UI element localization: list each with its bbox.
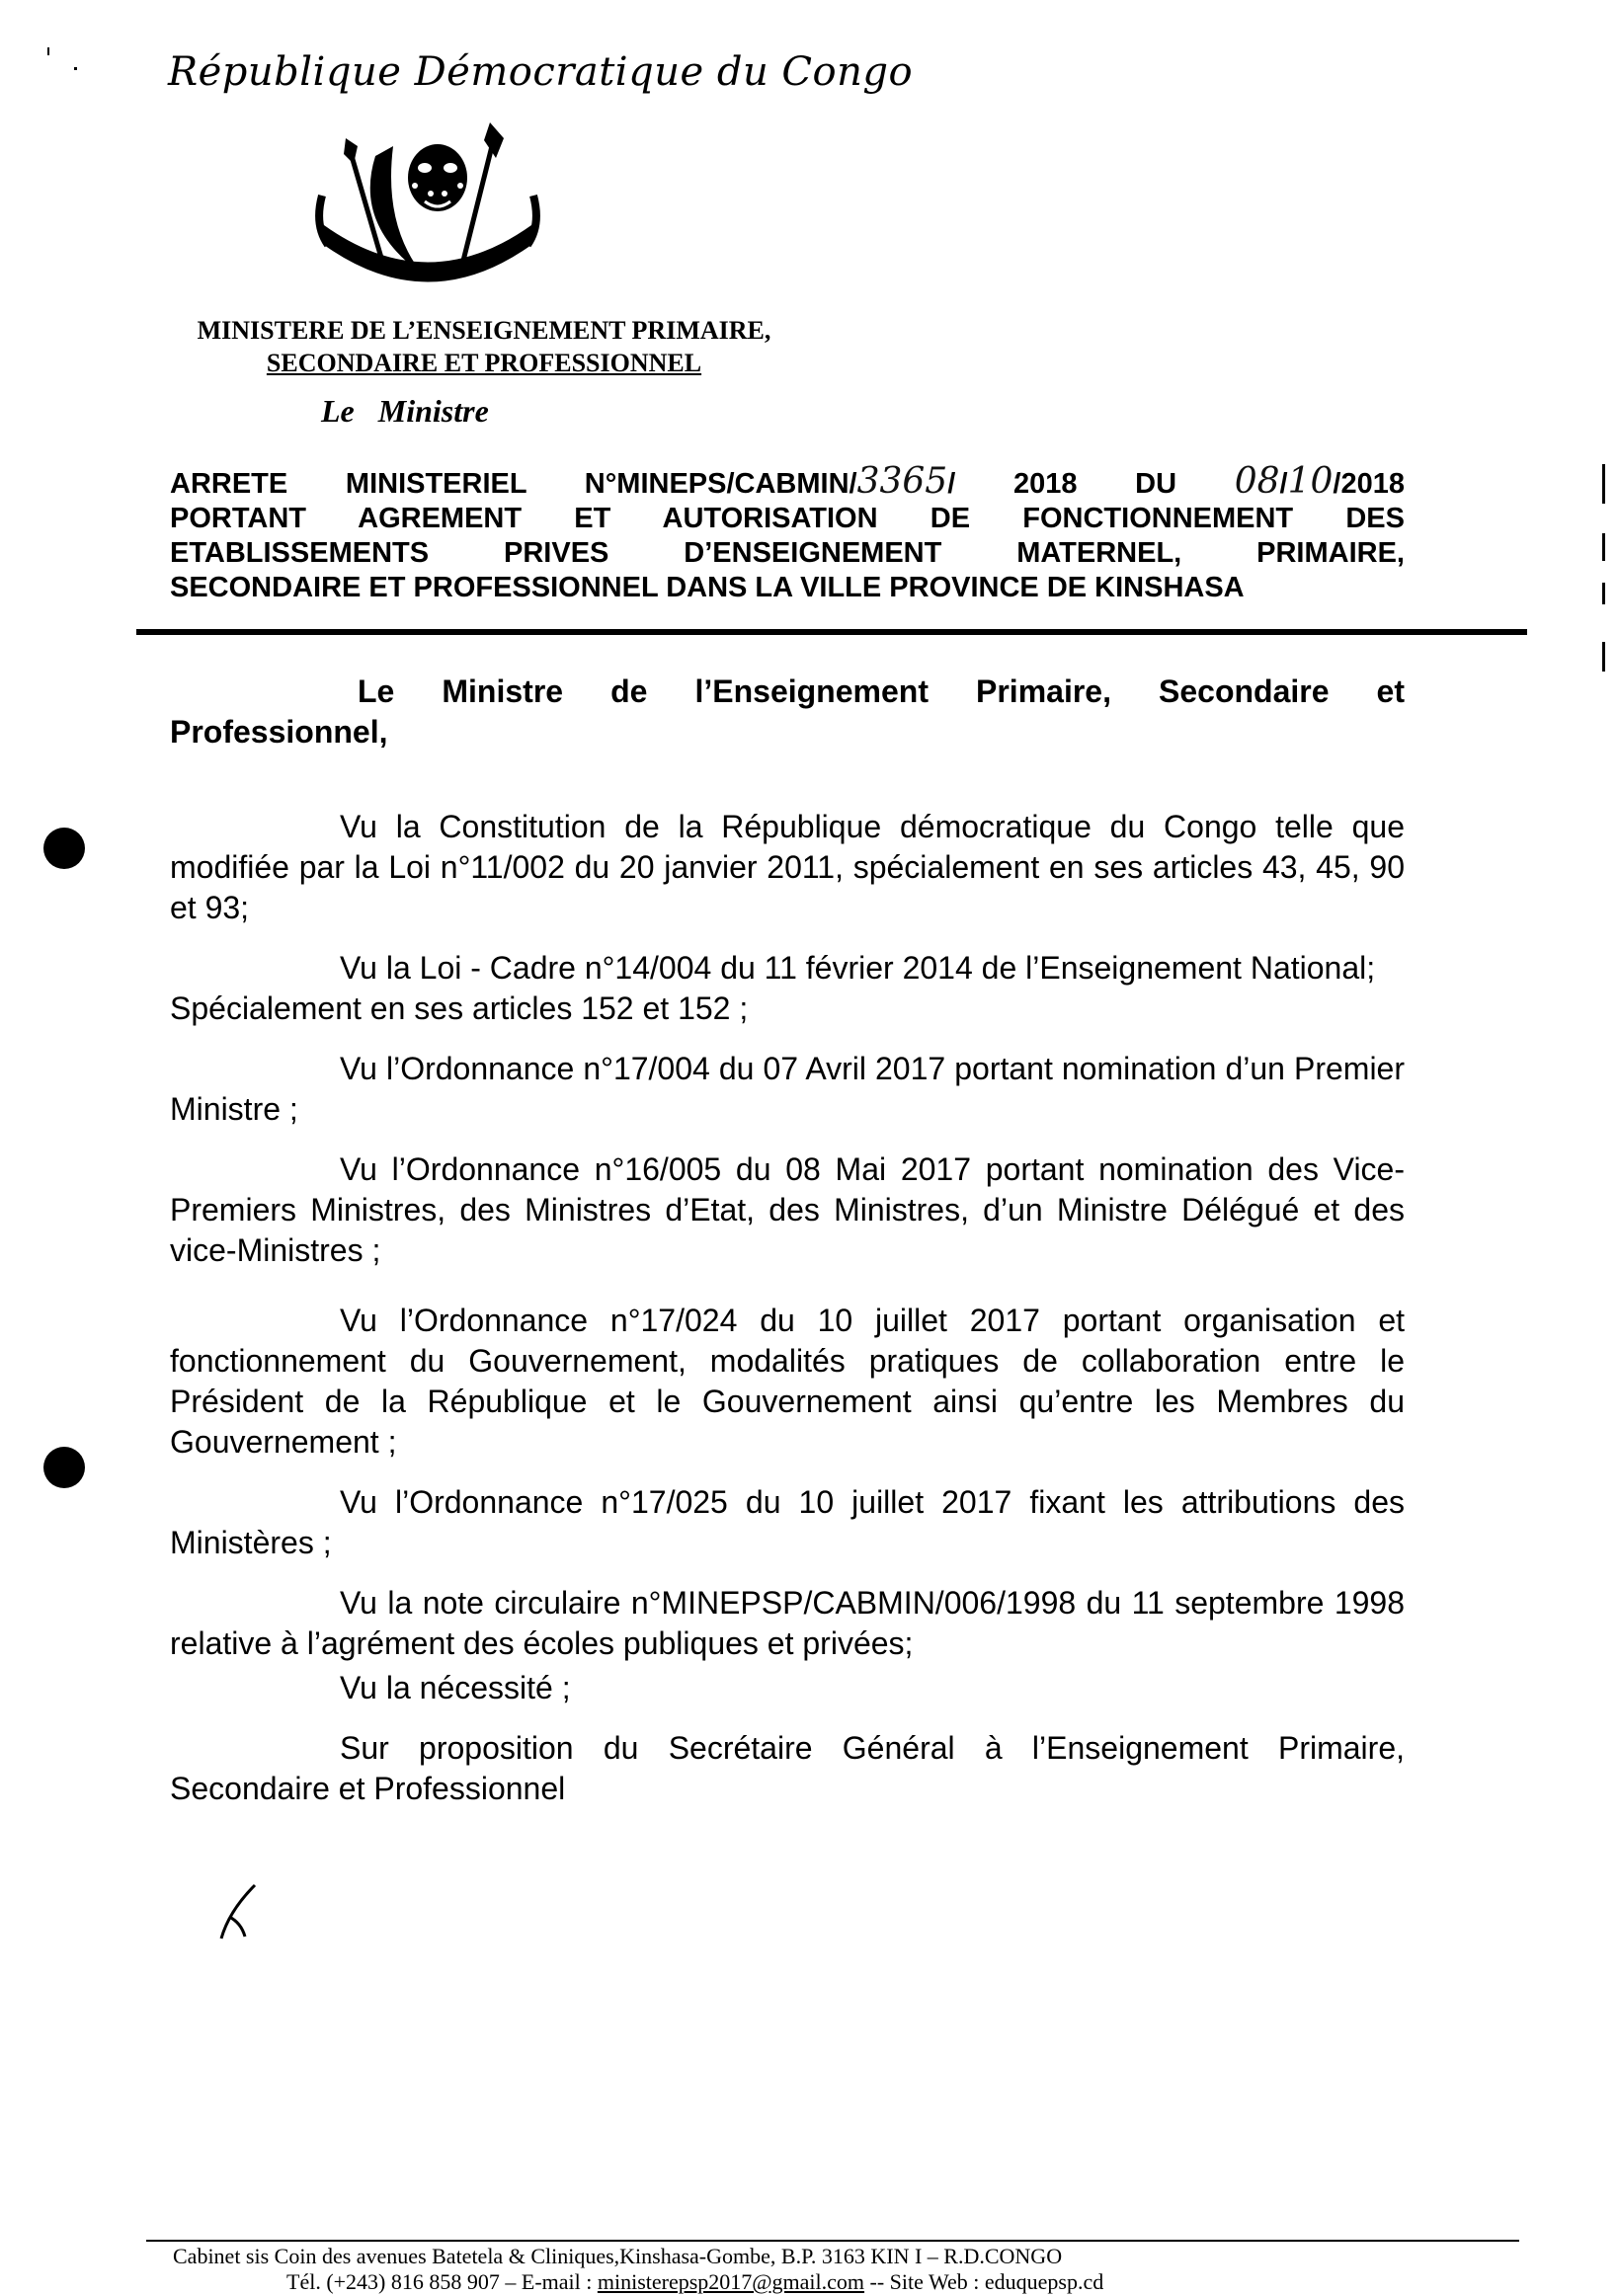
decree-number-handwritten: 3365 bbox=[856, 461, 948, 502]
considerant-ordonnance-4: Vu l’Ordonnance n°17/025 du 10 juillet 2017 fixant les attributions des Ministères ; bbox=[170, 1484, 1405, 1560]
considerant-constitution: Vu la Constitution de la République démocratique du Congo telle que modifiée par la Loi n°11/002 du 20 janvier 2011, spécialement en ses articles 43, 45, 90 et 93; bbox=[170, 809, 1405, 925]
decree-title-line1: ARRETE MINISTERIEL N°MINEPS/CABMIN/3365/ 2018 DU 08/10/2018 bbox=[170, 461, 1405, 502]
punch-hole bbox=[43, 1447, 85, 1488]
footer-email-link[interactable]: ministerepsp2017@gmail.com bbox=[597, 2269, 865, 2294]
decree-title bbox=[170, 461, 1405, 605]
scan-mark bbox=[1602, 583, 1605, 604]
scan-mark bbox=[1602, 642, 1605, 672]
preamble bbox=[170, 672, 1405, 1809]
minister-intro-line1: Le Ministre de l’Enseignement Primaire, Secondaire et bbox=[358, 673, 1405, 709]
footer-contact: Tél. (+243) 816 858 907 – E-mail : ministerepsp2017@gmail.com -- Site Web : eduquepsp.cd bbox=[286, 2269, 1104, 2294]
decree-title-line4: SECONDAIRE ET PROFESSIONNEL DANS LA VILLE PROVINCE DE KINSHASA bbox=[170, 572, 1245, 603]
considerant-note-circulaire: Vu la note circulaire n°MINEPSP/CABMIN/006/1998 du 11 septembre 1998 relative à l’agrément des écoles publiques et privées; bbox=[170, 1585, 1405, 1661]
considerant-necessite: Vu la nécessité ; bbox=[340, 1670, 571, 1705]
minister-intro-line2: Professionnel, bbox=[170, 714, 388, 750]
country-title: République Démocratique du Congo bbox=[168, 49, 914, 95]
considerant-ordonnance-3: Vu l’Ordonnance n°17/024 du 10 juillet 2017 portant organisation et fonctionnement du Gouvernement, modalités pratiques de collaboration entre le Président de la République et le Gouvernement ainsi qu’entre les Membres du Gouvernement ; bbox=[170, 1303, 1405, 1460]
proposition: Sur proposition du Secrétaire Général à l’Enseignement Primaire, Secondaire et Professionnel bbox=[170, 1730, 1405, 1806]
considerant-articles: Spécialement en ses articles 152 et 152 ; bbox=[170, 990, 749, 1026]
decree-title-line3: ETABLISSEMENTS PRIVES D’ENSEIGNEMENT MATERNEL, PRIMAIRE, bbox=[170, 537, 1405, 569]
decree-day-handwritten: 08 bbox=[1234, 461, 1280, 502]
coat-of-arms-leopard-icon bbox=[314, 117, 541, 299]
title-divider bbox=[136, 629, 1527, 635]
initials-mark bbox=[215, 1881, 265, 1940]
scan-mark bbox=[1602, 533, 1605, 561]
ministry-name bbox=[109, 314, 859, 379]
footer-divider bbox=[146, 2240, 1519, 2242]
office-title: Le Ministre bbox=[321, 393, 489, 429]
punch-hole bbox=[43, 828, 85, 869]
scan-mark bbox=[47, 47, 49, 55]
decree-title-line2: PORTANT AGREMENT ET AUTORISATION DE FONCTIONNEMENT DES bbox=[170, 503, 1405, 534]
ministry-line2: SECONDAIRE ET PROFESSIONNEL bbox=[266, 349, 702, 377]
scan-mark bbox=[74, 67, 77, 70]
considerant-loi-cadre: Vu la Loi - Cadre n°14/004 du 11 février 2014 de l’Enseignement National; bbox=[340, 950, 1376, 986]
considerant-ordonnance-2: Vu l’Ordonnance n°16/005 du 08 Mai 2017 portant nomination des Vice-Premiers Ministres, des Ministres d’Etat, des Ministres, d’un Ministre Délégué et des vice-Ministres ; bbox=[170, 1151, 1405, 1268]
scan-mark bbox=[1602, 464, 1605, 504]
ministry-line1: MINISTERE DE L’ENSEIGNEMENT PRIMAIRE, bbox=[197, 316, 771, 345]
footer-address: Cabinet sis Coin des avenues Batetela & Cliniques,Kinshasa-Gombe, B.P. 3163 KIN I – R.D.CONGO bbox=[173, 2244, 1063, 2268]
decree-month-handwritten: 10 bbox=[1287, 461, 1334, 502]
considerant-ordonnance-1: Vu l’Ordonnance n°17/004 du 07 Avril 2017 portant nomination d’un Premier Ministre ; bbox=[170, 1051, 1405, 1127]
